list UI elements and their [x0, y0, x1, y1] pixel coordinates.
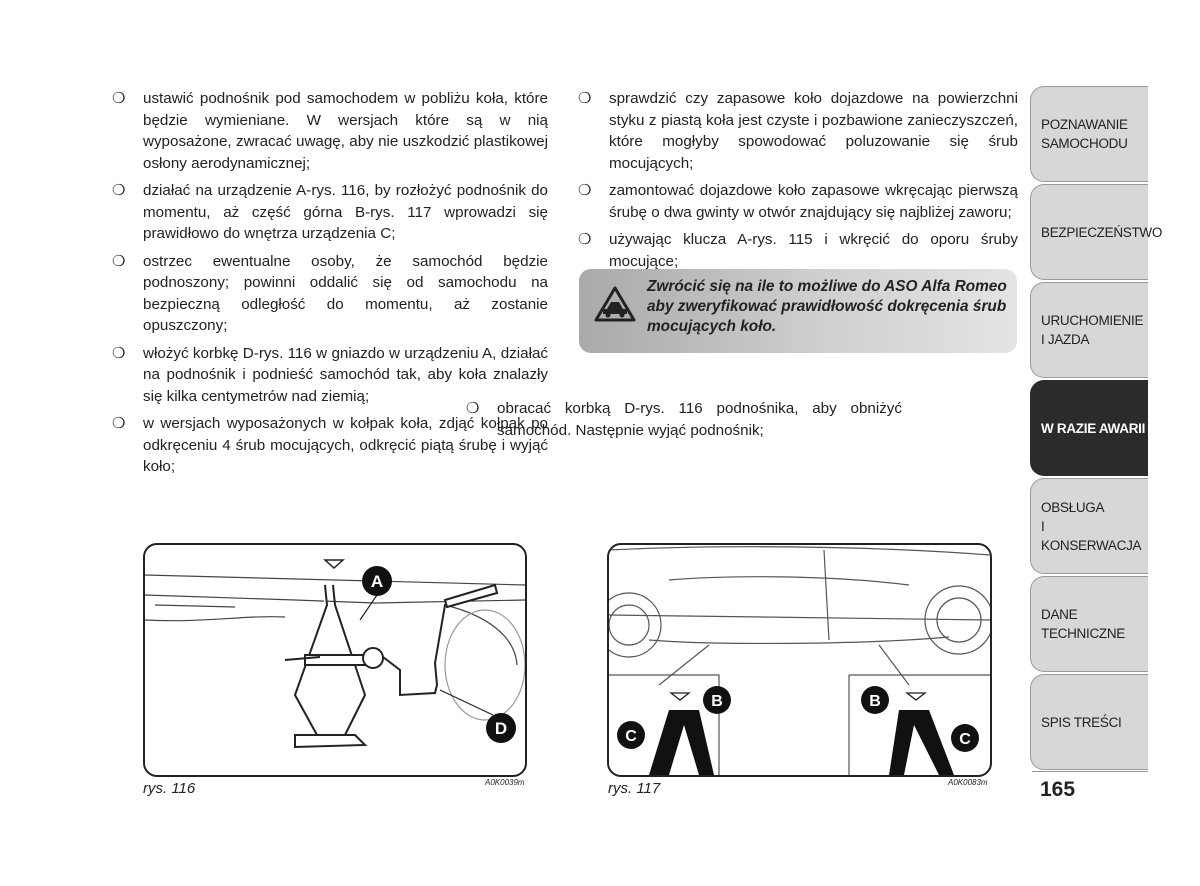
warning-box	[579, 269, 1017, 353]
list-item: ❍ ustawić podnośnik pod samochodem w pobliżu koła, które będzie wymieniane. W wersjach które są w nią wyposażone, zwracać uwagę, aby nie uszkodzić plastikowej osłony aerodynamicznej;	[112, 90, 548, 172]
bullet-icon: ❍	[578, 90, 592, 107]
label-A: A	[370, 572, 384, 591]
list-item: ❍ sprawdzić czy zapasowe koło dojazdowe na powierzchni styku z piastą koła jest czyste i pozbawione zanieczyszczeń, które mogłyby spowodować poluzowanie się śrub mocujących;	[578, 90, 1018, 172]
list-item: ❍ w wersjach wyposażonych w kołpak koła, zdjąć kołpak po odkręceniu 4 śrub mocujących, odkręcić piątą śrubę i wyjąć koło;	[112, 415, 548, 475]
list-item: ❍ włożyć korbkę D-rys. 116 w gniazdo w urządzeniu A, działać na podnośnik i podnieść samochód tak, aby koła znalazły się kilka centymetrów nad ziemią;	[112, 344, 548, 405]
bullet-icon: ❍	[112, 252, 126, 270]
chapter-tabs	[1030, 86, 1163, 772]
figure-117	[607, 543, 992, 777]
page-number-rule	[1032, 771, 1148, 772]
bullet-icon: ❍	[466, 400, 480, 417]
list-item: ❍ ostrzec ewentualne osoby, że samochód będzie podnoszony; powinni oddalić się od samochodu na bezpieczną odległość do momentu, aż zostanie opuszczony;	[112, 252, 548, 334]
tab-obsluga-i-konserwacja[interactable]: OBSŁUGA I KONSERWACJA	[1030, 478, 1148, 574]
right-column	[578, 88, 1018, 278]
tab-dane-techniczne[interactable]: DANE TECHNICZNE	[1030, 576, 1148, 672]
bullet-icon: ❍	[112, 415, 126, 432]
figure-code: A0K0039m	[485, 778, 525, 787]
label-C-left: C	[625, 728, 637, 745]
list-item: ❍ obracać korbką D-rys. 116 podnośnika, aby obniżyć samochód. Następnie wyjąć podnośnik;	[466, 400, 902, 439]
tab-w-razie-awarii[interactable]: W RAZIE AWARII	[1030, 380, 1148, 476]
figure-code: A0K0083m	[948, 778, 988, 787]
list-item: ❍ zamontować dojazdowe koło zapasowe wkręcając pierwszą śrubę o dwa gwinty w otwór znajdujący się najbliżej zaworu;	[578, 182, 1018, 221]
tab-poznawanie-samochodu[interactable]: POZNAWANIE SAMOCHODU	[1030, 86, 1148, 182]
tab-spis-tresci[interactable]: SPIS TREŚCI	[1030, 674, 1148, 770]
label-C-right: C	[959, 731, 971, 748]
warning-text: Zwrócić się na ile to możliwe do ASO Alfa Romeo aby zweryfikować prawidłowość dokręcenia śrub mocujących koło.	[647, 278, 1007, 335]
figure-116	[143, 543, 527, 777]
tab-uruchomienie-i-jazda[interactable]: URUCHOMIENIE I JAZDA	[1030, 282, 1148, 378]
label-D: D	[494, 719, 508, 738]
label-B-left: B	[711, 693, 723, 710]
list-item: ❍ działać na urządzenie A-rys. 116, by rozłożyć podnośnik do momentu, aż część górna B-rys. 117 wprowadzi się prawidłowo do wnętrza urządzenia C;	[112, 182, 548, 242]
tab-bezpieczenstwo[interactable]: BEZPIECZEŃSTWO	[1030, 184, 1148, 280]
bullet-icon: ❍	[578, 231, 592, 248]
figure-caption: rys. 117	[608, 780, 661, 797]
bullet-icon: ❍	[112, 90, 126, 107]
label-B-right: B	[869, 693, 881, 710]
page-number: 165	[1040, 778, 1076, 801]
figure-caption: rys. 116	[143, 780, 196, 797]
list-item: ❍ używając klucza A-rys. 115 i wkręcić do oporu śruby mocujące;	[578, 231, 1018, 270]
bullet-icon: ❍	[112, 344, 126, 362]
bullet-icon: ❍	[112, 182, 126, 199]
warning-triangle-icon	[593, 285, 637, 323]
bullet-icon: ❍	[578, 182, 592, 199]
